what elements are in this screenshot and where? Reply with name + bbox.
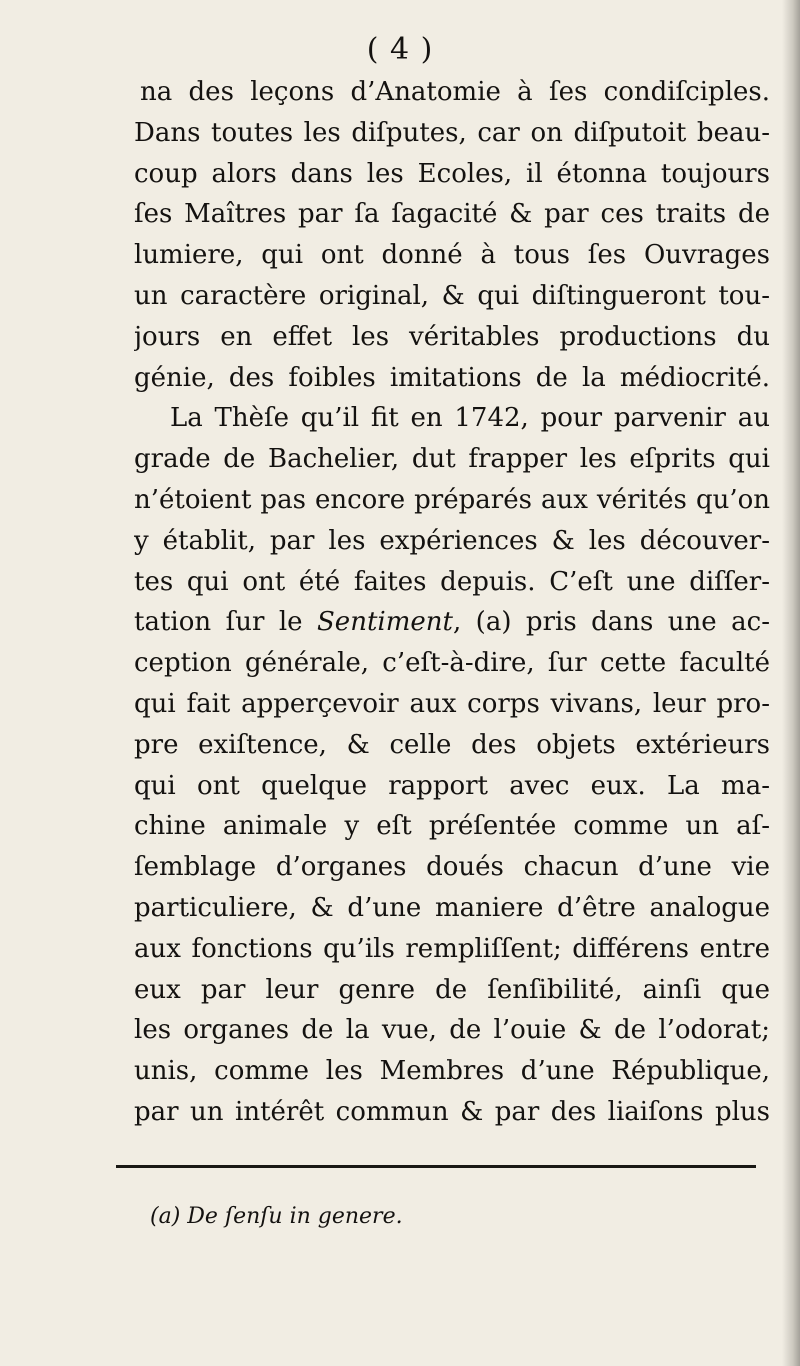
text-line: tation ſur le Sentiment, (a) pris dans une ac- <box>134 607 770 638</box>
text-line: chine animale y eſt préſentée comme un aſ- <box>134 811 770 842</box>
footnote-rule <box>116 1165 756 1168</box>
text-line: pre exiſtence, & celle des objets extérieurs <box>134 729 770 760</box>
text-line: tes qui ont été faites depuis. C’eſt une diſſer- <box>134 566 770 597</box>
text-line: qui ont quelque rapport avec eux. La ma- <box>134 770 770 801</box>
text-line: qui fait apperçevoir aux corps vivans, leur pro- <box>134 688 770 719</box>
footnote: (a) De ſenſu in genere. <box>150 1204 403 1229</box>
text-line: aux fonctions qu’ils rempliſſent; différens entre <box>134 933 770 964</box>
text-line: par un intérêt commun & par des liaiſons plus <box>134 1096 770 1127</box>
page-edge-shadow <box>782 0 800 1366</box>
text-line: ſemblage d’organes doués chacun d’une vie <box>134 852 770 883</box>
text-line: na des leçons d’Anatomie à ſes condiſciples. <box>140 77 770 107</box>
text-line: jours en effet les véritables productions du <box>134 321 770 352</box>
text-line: coup alors dans les Ecoles, il étonna toujours <box>134 158 770 189</box>
text-line: un caractère original, & qui diſtingueront tou- <box>134 280 770 311</box>
paragraph-start-line: La Thèſe qu’il fit en 1742, pour parvenir au <box>170 403 770 434</box>
text-line: les organes de la vue, de l’ouie & de l’odorat; <box>134 1015 770 1046</box>
text-line: n’étoient pas encore préparés aux vérités qu’on <box>134 484 770 515</box>
text-line: unis, comme les Membres d’une République, <box>134 1056 770 1087</box>
text-line: ſes Maîtres par ſa ſagacité & par ces traits de <box>134 199 770 230</box>
text-line: génie, des foibles imitations de la médiocrité. <box>134 362 770 393</box>
page-number: ( 4 ) <box>366 32 434 67</box>
text-line: y établit, par les expériences & les découver- <box>134 525 770 556</box>
text-line: grade de Bachelier, dut frapper les eſprits qui <box>134 444 770 475</box>
body-text <box>134 72 770 1133</box>
italic-term: Sentiment <box>317 607 453 638</box>
text-line: ception générale, c’eſt-à-dire, ſur cette faculté <box>134 648 770 679</box>
text-line: lumiere, qui ont donné à tous ſes Ouvrages <box>134 240 770 271</box>
text-line: eux par leur genre de ſenſibilité, ainſi que <box>134 974 770 1005</box>
text-line: Dans toutes les diſputes, car on diſputoit beau- <box>134 117 770 148</box>
text-line: particuliere, & d’une maniere d’être analogue <box>134 892 770 923</box>
